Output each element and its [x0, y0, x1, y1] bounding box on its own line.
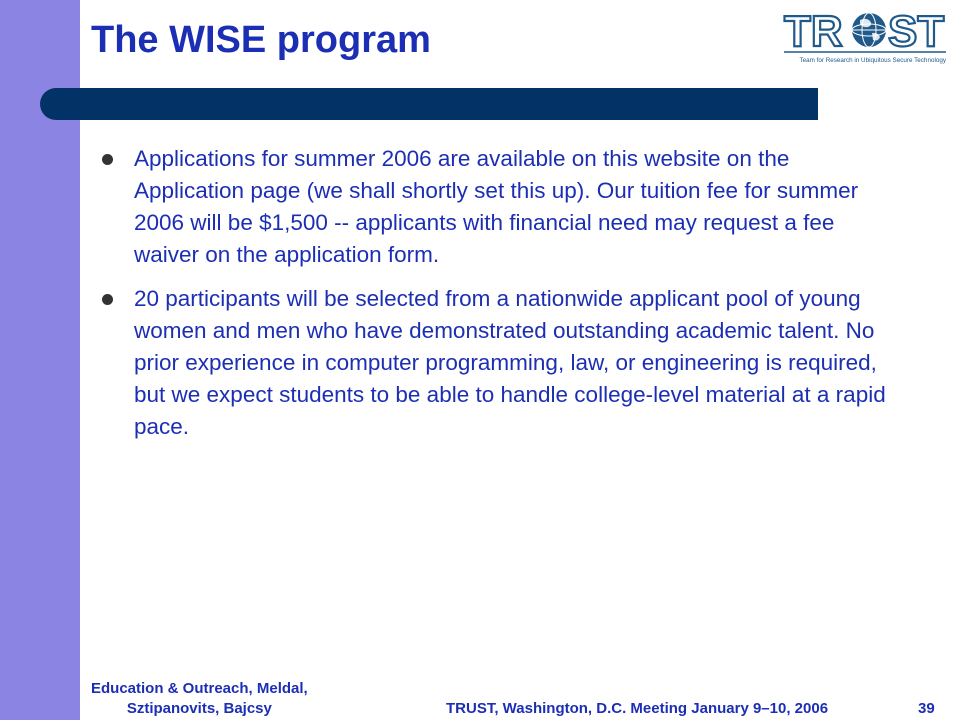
title-underline-bar [40, 88, 818, 120]
globe-icon [852, 13, 886, 47]
bullet-item [100, 283, 900, 443]
bullet-text: Applications for summer 2006 are available on this website on the Application page (we shall shortly set this up). Our tuition fee for summer 2006 will be $1,500 -- applicants with financial need may request a fee waiver on the application form. [134, 146, 859, 267]
bullet-dot-icon [102, 294, 113, 305]
bullet-text: 20 participants will be selected from a nationwide applicant pool of young women and men who have demonstrated outstanding academic talent. No prior experience in computer programming, law, or engineering is required, but we expect students to be able to handle college-level material at a rapid pace. [134, 286, 886, 439]
footer-authors [91, 679, 308, 719]
footer-authors-line2: Sztipanovits, Bajcsy [126, 700, 272, 717]
logo-wordmark-right: ST [888, 7, 945, 56]
logo-wordmark-left: TR [784, 7, 843, 56]
slide-title: The WISE program [91, 19, 431, 61]
bullet-list [100, 143, 900, 455]
bullet-item [100, 143, 900, 271]
bullet-dot-icon [102, 154, 113, 165]
footer-meeting: TRUST, Washington, D.C. Meeting January 9–10, 2006 [446, 700, 829, 717]
footer-authors-line1: Education & Outreach, Meldal, [91, 680, 308, 697]
trust-logo [780, 6, 950, 68]
page-number: 39 [918, 700, 935, 717]
logo-tagline: Team for Research in Ubiquitous Secure Technology [799, 57, 946, 64]
